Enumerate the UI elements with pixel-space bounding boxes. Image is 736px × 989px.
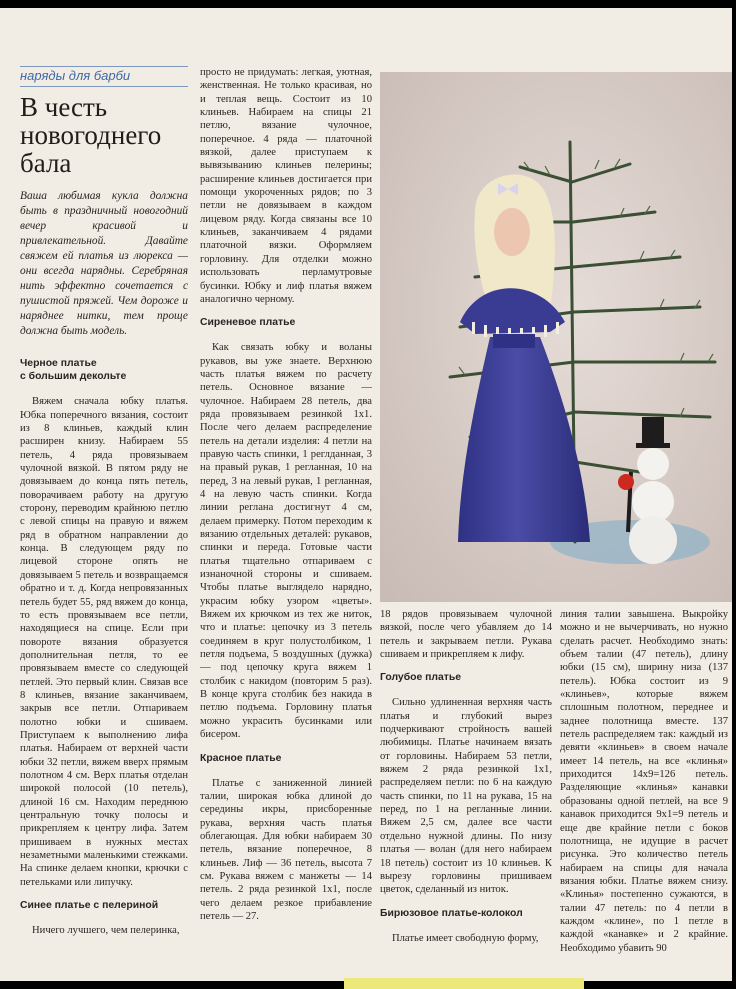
body-paragraph: Сильно удлиненная верхняя часть платья и глубокий вырез подчеркивают стройность вашей любимицы. Платье начинаем вязать от горловины. Набираем 53 петли, вяжем 2 ряда резинкой 1x1, распределяем петли: по 6 на каждую часть спинки, по 11 на рукава, 15 на перед, по 1 на регланные линии. Вяжем 2,5 см, далее все части отдельно нужной длины. По низу платья — волан (для него набираем 18 петель) состоит из 10 клиньев. К вырезу горловины пришиваем цветок, сделанный из ниток.: [380, 697, 552, 896]
subheading-turquoise-bell-dress: Бирюзовое платье-колокол: [380, 907, 523, 919]
column-4: [560, 608, 728, 955]
title-line: бала: [20, 148, 72, 179]
footer-strip: [344, 978, 584, 989]
body-paragraph: просто не придумать: легкая, уютная, женственная. Не только красивая, но и теплая вещь. Состоит из 10 клиньев. Набираем на спицы 21 петлю, вязание чулочное, поперечное. 4 ряда — платочной вязкой, далее приступаем к вывязыванию клиньев пелерины; расширение клиньев достигается при помощи укороченных рядов; по 3 петли не довязываем в каждом лицевом ряду. Когда связаны все 10 клиньев, заканчиваем 4 рядами платочной вязки. Оформляем горловину. Для отделки можно использовать перламутровые бусинки. Юбку и лиф платья вяжем аналогично черному.: [200, 67, 372, 305]
title-line: В честь: [20, 92, 108, 123]
intro-text: Ваша любимая кукла должна быть в праздничный новогодний вечер красивой и привлекательной. Давайте свяжем ей платья из люрекса — они всегда нарядны. Серебряная нить эффектно сочетается с пушистой пряжей. Чем дороже и наряднее нитки, тем проще должна быть модель.: [20, 190, 188, 338]
column-3: [380, 608, 552, 945]
subheading-line: с большим декольте: [20, 371, 127, 383]
subheading-light-blue-dress: Голубое платье: [380, 672, 462, 684]
body-paragraph: линия талии завышена. Выкройку можно и не вычерчивать, но нужно сделать расчет. Необходимо знать: объем талии (47 петель), длину юбки (15 см), ширину низа (137 петель). Юбка состоит из 9 «клиньев», которые вяжем сплошным полотном, переднее и заднее полотнища вместе. 137 петель распределяем так: каждый из девяти «клиньев» в своем начале имеет 14 петель, на все «клинья» приходится 14х9=126 петель. Разделяющие «клинья» канавки образованы одной петлей, на все 9 канавок приходится 9х1=9 петель и еще две крайние петли с боков полотнища, не идущие в расчет рисунка. Это количество петель набираем на спицы для начала вязания юбки. Платье вяжем снизу. «Клинья» постепенно сужаются, в талии 47 петель: по 4 петли в каждом «клине», по 1 петле в каждой «канавке» и 2 крайние. Необходимо убавить 90: [560, 609, 728, 954]
subheading-blue-dress-cape: Синее платье с пелериной: [20, 900, 159, 912]
column-1: [20, 66, 188, 937]
subheading-line: Черное платье: [20, 358, 97, 370]
subheading-lilac-dress: Сиреневое платье: [200, 317, 296, 329]
subheading-red-dress: Красное платье: [200, 752, 282, 764]
body-paragraph: Вяжем сначала юбку платья. Юбка поперечного вязания, состоит из 8 клиньев, каждый клин расширен книзу. Набираем 55 петель, 4 ряда провязываем чулочной вязкой. В пятом ряду не довязываем до конца пять петель, поворачиваем работу на другую сторону, переводим крайнюю петлю с левой спицы на правую и вяжем ряд в обратном направлении до конца. В следующем ряду по лицевой стороне опять не довязываем 5 петель и возвращаемся обратно и т. д. Когда непровязанных петель будет 55, ряд вяжем до конца, то есть провязываем все петли, находящиеся на спице. Если при повороте вязания образуется дополнительная петля, то ее провязываем вместе со следующей петлей. Это первый клин. Связав все 8 клиньев, вязание заканчиваем, закрыв все петли. Отпариваем полотно юбки и сшиваем. Приступаем к выполнению лифа платья. Набираем от верхней части юбки 32 петли, вяжем вверх прямым полотном 4 см. Верх платья отделан широкой полосой (10 петель), длиной 16 см. Находим переднюю центральную точку полосы и прикрепляем к центру лифа. Затем пришиваем в нужных местах незаметными маленькими стежками. На спинке делаем кнопки, крючки с петельками или липучку.: [20, 396, 188, 888]
body-paragraph: Как связать юбку и воланы рукавов, вы уже знаете. Верхнюю часть платья вяжем по расчету петель. Основное вязание — чулочное. Набираем 28 петель, два ряда провязываем резинкой 1x1. После чего делаем распределение петель на детали изделия: 4 петли на правую часть спинки, 1 реглданная, 3 на правый рукав, 1 регланная, 10 на перед, 3 на левый рукав, 1 регланная, 4 на левую часть спинки. Когда линии реглана достигнут 4 см, делаем примерку. Потом переходим к вязанию отдельных деталей: рукавов, спинки и переда. Готовые части платья тщательно отпариваем с изнаночной стороны и сшиваем. Чтобы платье выглядело нарядно, украсим юбку узором «цветы». Вяжем их крючком из тех же ниток, что и платье: цепочку из 3 петель соединяем в круг полустолбиком, 1 петля подъема, 5 воздушных (дужка) — под цепочку круга вяжем 1 столбик с накидом (повторим 5 раз). В конце круга столбик без накида в петлю подъема. Горловину платья можно украсить бусинками или бисером.: [200, 342, 372, 741]
body-paragraph: Платье имеет свободную форму,: [392, 932, 539, 944]
section-rubric: наряды для барби: [20, 66, 188, 87]
body-paragraph: Платье с заниженной линией талии, широкая юбка длиной до середины икры, присборенные рукава, верхняя часть платья облегающая. Для юбки набираем 30 петель, вязание поперечное, 8 клиньев. Лиф — 36 петель, высота 7 см. Рукава вяжем с манжеты — 14 петель. 2 ряда резинкой 1x1, после чего делаем резкое прибавление петель — 27.: [200, 777, 372, 922]
body-paragraph: 18 рядов провязываем чулочной вязкой, после чего убавляем до 14 петель и закрываем петли. Рукава сшиваем и прикрепляем к лифу.: [380, 609, 552, 661]
doll-photo: [380, 72, 732, 602]
title-line: новогоднего: [20, 120, 162, 151]
article-intro: [20, 189, 188, 339]
magazine-page: [0, 8, 732, 981]
column-2: [200, 66, 372, 923]
subheading-black-dress: [20, 357, 188, 383]
article-title: [20, 93, 188, 177]
body-paragraph: Ничего лучшего, чем пелеринка,: [32, 925, 180, 937]
